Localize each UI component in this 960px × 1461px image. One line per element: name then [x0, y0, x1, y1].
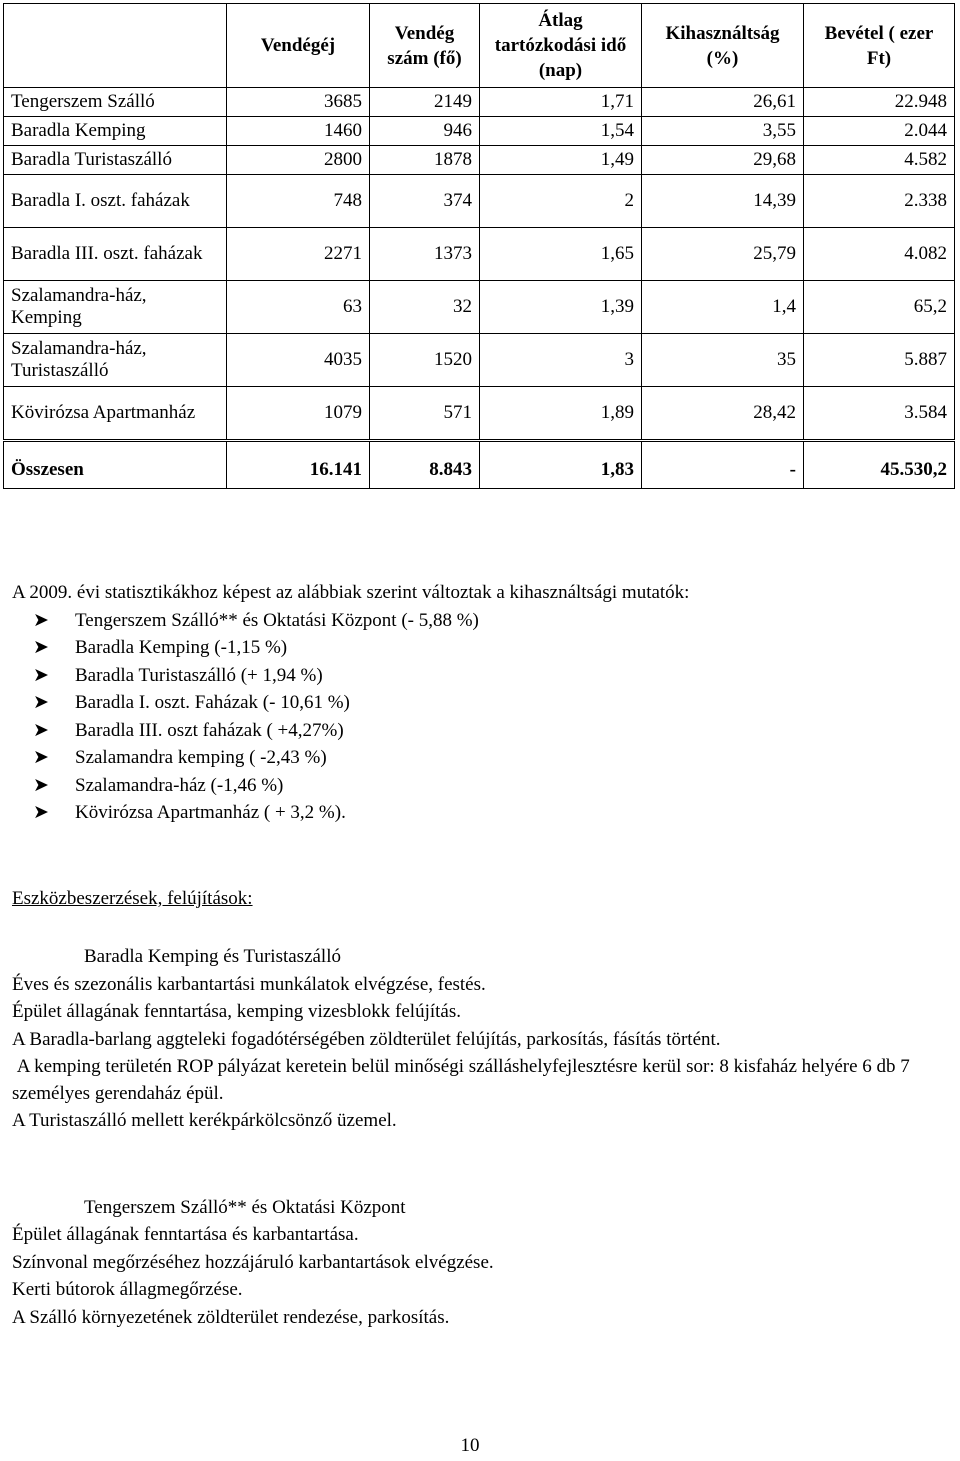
table-cell: 1878 [370, 146, 480, 175]
list-item [33, 662, 942, 690]
table-cell: 3,55 [642, 117, 804, 146]
list-item [33, 744, 942, 772]
table-cell: 5.887 [804, 334, 955, 387]
table-cell: 2271 [227, 228, 370, 281]
header-cell: Bevétel ( ezer Ft) [804, 4, 955, 88]
table-cell: 25,79 [642, 228, 804, 281]
list-item [33, 634, 942, 662]
header-cell: Vendégéj [227, 4, 370, 88]
table-cell: 1373 [370, 228, 480, 281]
table-cell: 1520 [370, 334, 480, 387]
row-name: Baradla Kemping [4, 117, 227, 146]
table-cell: 2 [480, 175, 642, 228]
arrowhead-bullet-icon: ➤ [33, 801, 49, 823]
list-item-text: Kövirózsa Apartmanház ( + 3,2 %). [75, 802, 346, 823]
statistics-table [3, 3, 955, 489]
paragraph-line: Színvonal megőrzéséhez hozzájáruló karbantartások elvégzése. [12, 1251, 494, 1273]
table-cell: 2800 [227, 146, 370, 175]
table-cell: 65,2 [804, 281, 955, 334]
list-item-text: Tengerszem Szálló** és Oktatási Központ (- 5,88 %) [75, 609, 479, 631]
paragraph-line: Kerti bútorok állagmegőrzése. [12, 1279, 243, 1300]
header-cell: Kihasználtság (%) [642, 4, 804, 88]
table-cell: 1,65 [480, 228, 642, 281]
table-row [4, 334, 955, 387]
table-row [4, 117, 955, 146]
table-cell: 14,39 [642, 175, 804, 228]
total-cell: 8.843 [370, 441, 480, 489]
subsection-title: Tengerszem Szálló** és Oktatási Központ [84, 1197, 406, 1218]
list-item-text: Szalamandra kemping ( -2,43 %) [75, 747, 327, 768]
table-cell: 1,89 [480, 387, 642, 441]
table-row [4, 387, 955, 441]
table-cell: 1,54 [480, 117, 642, 146]
arrowhead-bullet-icon: ➤ [33, 746, 49, 768]
table-cell: 4.082 [804, 228, 955, 281]
row-name: Baradla Turistaszálló [4, 146, 227, 175]
header-cell: Átlag tartózkodási idő (nap) [480, 4, 642, 88]
arrowhead-bullet-icon: ➤ [33, 691, 49, 713]
row-name: Baradla III. oszt. faházak [4, 228, 227, 281]
page-number: 10 [460, 1435, 480, 1456]
table-cell: 1,49 [480, 146, 642, 175]
header-cell [4, 4, 227, 88]
list-item [33, 607, 942, 635]
subsection-body [12, 1221, 942, 1331]
table-cell: 4.582 [804, 146, 955, 175]
table-cell: 2149 [370, 88, 480, 117]
row-name: Szalamandra-ház, Kemping [4, 281, 227, 334]
row-name: Szalamandra-ház, Turistaszálló [4, 334, 227, 387]
total-cell: - [642, 441, 804, 489]
table-row [4, 281, 955, 334]
subsection-title: Baradla Kemping és Turistaszálló [84, 946, 341, 967]
table-cell: 4035 [227, 334, 370, 387]
table-row [4, 175, 955, 228]
list-item-text: Baradla Turistaszálló (+ 1,94 %) [75, 664, 323, 686]
section-heading: Eszközbeszerzések, felújítások: [12, 888, 253, 909]
total-cell: 1,83 [480, 441, 642, 489]
list-item-text: Szalamandra-ház (-1,46 %) [75, 774, 284, 796]
table-cell: 3 [480, 334, 642, 387]
header-cell: Vendég szám (fő) [370, 4, 480, 88]
row-name: Baradla I. oszt. faházak [4, 175, 227, 228]
table-row [4, 146, 955, 175]
table-cell: 3685 [227, 88, 370, 117]
table-cell: 1,71 [480, 88, 642, 117]
paragraph-line: A Szálló környezetének zöldterület rendezése, parkosítás. [12, 1306, 450, 1328]
table-cell: 571 [370, 387, 480, 441]
table-cell: 946 [370, 117, 480, 146]
table-cell: 26,61 [642, 88, 804, 117]
subsection-body [12, 971, 942, 1135]
table-header-row [4, 4, 955, 88]
list-item-text: Baradla III. oszt faházak ( +4,27%) [75, 719, 344, 741]
row-name: Kövirózsa Apartmanház [4, 387, 227, 441]
list-item [33, 717, 942, 745]
table-cell: 1,39 [480, 281, 642, 334]
table-cell: 2.338 [804, 175, 955, 228]
list-item [33, 772, 942, 800]
table-cell: 28,42 [642, 387, 804, 441]
row-name: Tengerszem Szálló [4, 88, 227, 117]
change-summary [12, 579, 942, 827]
table-cell: 32 [370, 281, 480, 334]
paragraph-line: A Baradla-barlang aggteleki fogadótérségében zöldterület felújítás, parkosítás, fásítás történt. [12, 1028, 721, 1050]
arrowhead-bullet-icon: ➤ [33, 636, 49, 658]
total-cell: 16.141 [227, 441, 370, 489]
list-item [33, 799, 942, 827]
arrowhead-bullet-icon: ➤ [33, 718, 49, 741]
table-cell: 35 [642, 334, 804, 387]
table-cell: 63 [227, 281, 370, 334]
bullet-list [12, 607, 942, 827]
intro-text: A 2009. évi statisztikákhoz képest az alábbiak szerint változtak a kihasználtsági mutatók: [12, 582, 690, 603]
table-cell: 374 [370, 175, 480, 228]
paragraph-line: Éves és szezonális karbantartási munkálatok elvégzése, festés. [12, 974, 486, 995]
arrowhead-bullet-icon: ➤ [33, 773, 49, 796]
table-cell: 748 [227, 175, 370, 228]
table-cell: 3.584 [804, 387, 955, 441]
list-item-text: Baradla I. oszt. Faházak (- 10,61 %) [75, 692, 350, 713]
list-item-text: Baradla Kemping (-1,15 %) [75, 637, 288, 658]
table-cell: 1460 [227, 117, 370, 146]
arrowhead-bullet-icon: ➤ [33, 663, 49, 686]
table-cell: 2.044 [804, 117, 955, 146]
list-item [33, 689, 942, 717]
total-label: Összesen [4, 441, 227, 489]
paragraph-line: Épület állagának fenntartása, kemping vizesblokk felújítás. [12, 1001, 461, 1023]
paragraph-line: Épület állagának fenntartása és karbantartása. [12, 1224, 359, 1245]
table-cell: 29,68 [642, 146, 804, 175]
total-row [4, 441, 955, 489]
table-row [4, 228, 955, 281]
total-cell: 45.530,2 [804, 441, 955, 489]
table-cell: 1,4 [642, 281, 804, 334]
table-cell: 1079 [227, 387, 370, 441]
table-row [4, 88, 955, 117]
paragraph-line: A Turistaszálló mellett kerékpárkölcsönző üzemel. [12, 1110, 397, 1132]
table-cell: 22.948 [804, 88, 955, 117]
paragraph-line: A kemping területén ROP pályázat keretein belül minőségi szálláshelyfejlesztésre kerül sor: 8 kisfaház helyére 6 db 7 személyes gerendaház épül. [12, 1055, 915, 1105]
arrowhead-bullet-icon: ➤ [33, 608, 49, 631]
